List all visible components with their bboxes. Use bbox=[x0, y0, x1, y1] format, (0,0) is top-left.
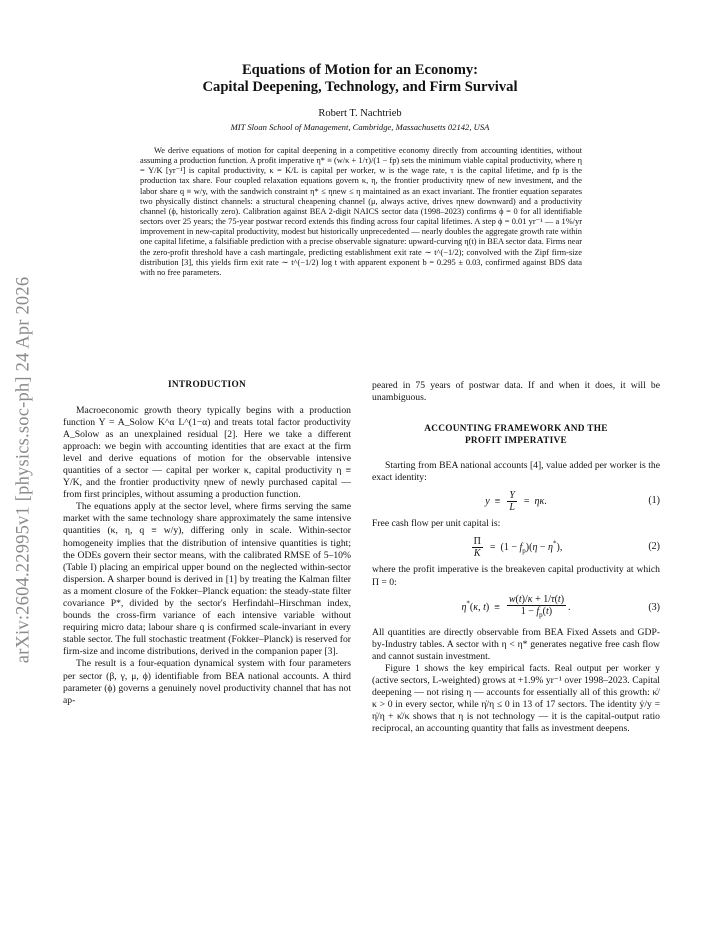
equation-1-expression: y ≡ $\frac{Y}{L}$ = ηκ. bbox=[485, 489, 547, 513]
equation-2-expression: $\frac{\Pi}{K}$ = $(1 - f_p)(\eta - \eta^*)$, bbox=[473, 535, 563, 559]
paragraph-profit-imperative: where the profit imperative is the breakeven capital productivity at which Π = 0: bbox=[372, 564, 660, 588]
right-column bbox=[372, 380, 660, 736]
arxiv-identifier: arXiv:2604.22995v1 [physics.soc-ph] 24 Apr 2026 bbox=[13, 276, 34, 664]
paragraph-observable-quantities: All quantities are directly observable from BEA Fixed Assets and GDP-by-Industry tables. A sector with η < η* generates negative free cash flow and cannot sustain investment. bbox=[372, 626, 660, 662]
paragraph-figure-1-facts: Figure 1 shows the key empirical facts. Real output per worker y (active sectors, L-weighted) grows at +1.9% yr⁻¹ over 1998–2023. Capital deepening — not rising η — accounts for essentially all of this growth: κ̇/κ > 0 in every sector, while η̇/η ≤ 0 in 13 of 17 sectors. The identity ẏ/y = η̇/η + κ̇/κ shows that η is not technology — it is the capital-output ratio reciprocal, an accounting quantity that falls as investment deepens. bbox=[372, 662, 660, 735]
intro-paragraph-2: The equations apply at the sector level, where firms serving the same market with the same technology share approximately the same intensive quantities (κ, η, q ≡ w/y), differing only in scale. Within-sector homogeneity implies that the distribution of intensive quantities is tight; the ODEs govern their sector means, with the calibrated RMSE of 5–10% (Table I) placing an empirical upper bound on the neglected within-sector dispersion. A sharper bound is derived in [1] by treating the Kalman filter as a moment closure of the Fokker–Planck equation: the steady-state filter covariance P*, divided by the sector's Herfindahl–Hirschman index, bounds the cross-firm variance of each intensive variable without requiring micro data; labour share q is confirmed scale-invariant in every stable sector. The full stochastic treatment (Fokker–Planck) is reserved for firm-size and income distributions, derived in the companion paper [3]. bbox=[63, 501, 351, 658]
title-line-2: Capital Deepening, Technology, and Firm Survival bbox=[202, 79, 518, 95]
equation-3-expression: η*(κ, t) ≡ $\frac{w(t)/\kappa + 1/\tau(t)}{1 - f_p(t)}$ . bbox=[461, 594, 571, 620]
intro-paragraph-3: The result is a four-equation dynamical system with four parameters per sector (β, γ, μ, ϕ) identifiable from BEA national accounts. A third parameter (ϕ) governs a genuinely novel productivity channel that has not ap- bbox=[63, 658, 351, 706]
author-name: Robert T. Nachtrieb bbox=[318, 108, 402, 119]
intro-paragraph-1: Macroeconomic growth theory typically begins with a production function Y = A_Solow K^α L^(1−α) and treats total factor productivity A_Solow as an unexplained residual [2]. Here we take a different approach: we begin with accounting identities that are exact at the firm level and derive equations of motion for the observable intensive quantities of a sector — capital per worker κ, capital productivity η ≡ Y/K, and the frontier productivity ηnew of newly purchased capital — from first principles, without assuming a production function. bbox=[63, 404, 351, 501]
left-column bbox=[63, 380, 351, 707]
equation-3 bbox=[372, 589, 660, 627]
arxiv-sidebar bbox=[4, 160, 44, 780]
heading-line-2: PROFIT IMPERATIVE bbox=[464, 435, 568, 446]
equation-1-number: (1) bbox=[648, 495, 660, 507]
heading-line-1: ACCOUNTING FRAMEWORK AND THE bbox=[424, 424, 608, 435]
paragraph-free-cash-flow: Free cash flow per unit capital is: bbox=[372, 518, 501, 530]
section-heading-accounting-framework bbox=[372, 424, 660, 447]
intro-continuation: peared in 75 years of postwar data. If and when it does, it will be unambiguous. bbox=[372, 380, 660, 404]
paragraph-value-added: Starting from BEA national accounts [4], value added per worker is the exact identity: bbox=[372, 460, 660, 484]
title-line-1: Equations of Motion for an Economy: bbox=[241, 62, 479, 78]
abstract: We derive equations of motion for capital deepening in a competitive economy directly from accounting identities, without assuming a production function. A profit imperative η* ≡ (w/κ + 1/τ)/(1 − fp) sets the minimum viable capital productivity, where η = Y/K [yr⁻¹] is capital productivity, κ = K/L is capital per worker, w is the wage rate, τ is the capital lifetime, and fp is the production tax share. Four coupled relaxation equations govern κ, η, the frontier productivity ηnew of new investment, and the labor share q ≡ w/y, with the sandwich constraint η* ≤ ηnew ≤ η maintained as an exact invariant. The frontier equation separates two physically distinct channels: a structural cheapening channel (μ, always active, drives ηnew downward) and a productivity channel (ϕ, historically zero). Calibration against BEA 2-digit NAICS sector data (1998–2023) confirms ϕ = 0 for all identifiable sectors over 25 years; the 75-year postwar record extends this finding across four capital lifetimes. A step ϕ = 0.01 yr⁻¹ — a 1%/yr improvement in new-capital productivity, modest but historically unprecedented — nearly doubles the aggregate growth rate within one capital lifetime, a falsifiable prediction with a precise observable signature: upward-curving η(t) in BEA sector data. Firms near the zero-profit threshold have a cash martingale, predicting establishment exit rate ∼ t^(−1/2); convolved with the Zipf firm-size distribution [3], this yields firm exit rate ∼ t^(−1/2) log t with apparent exponent b = 0.295 ± 0.03, confirmed against BDS data with no free parameters. bbox=[140, 146, 582, 277]
paper-title bbox=[120, 62, 600, 96]
equation-1 bbox=[372, 484, 660, 518]
equation-3-number: (3) bbox=[648, 601, 660, 613]
equation-2 bbox=[372, 530, 660, 564]
author-affiliation: MIT Sloan School of Management, Cambridge, Massachusetts 02142, USA bbox=[230, 122, 490, 132]
section-heading-introduction: INTRODUCTION bbox=[168, 380, 246, 390]
equation-2-number: (2) bbox=[648, 541, 660, 553]
